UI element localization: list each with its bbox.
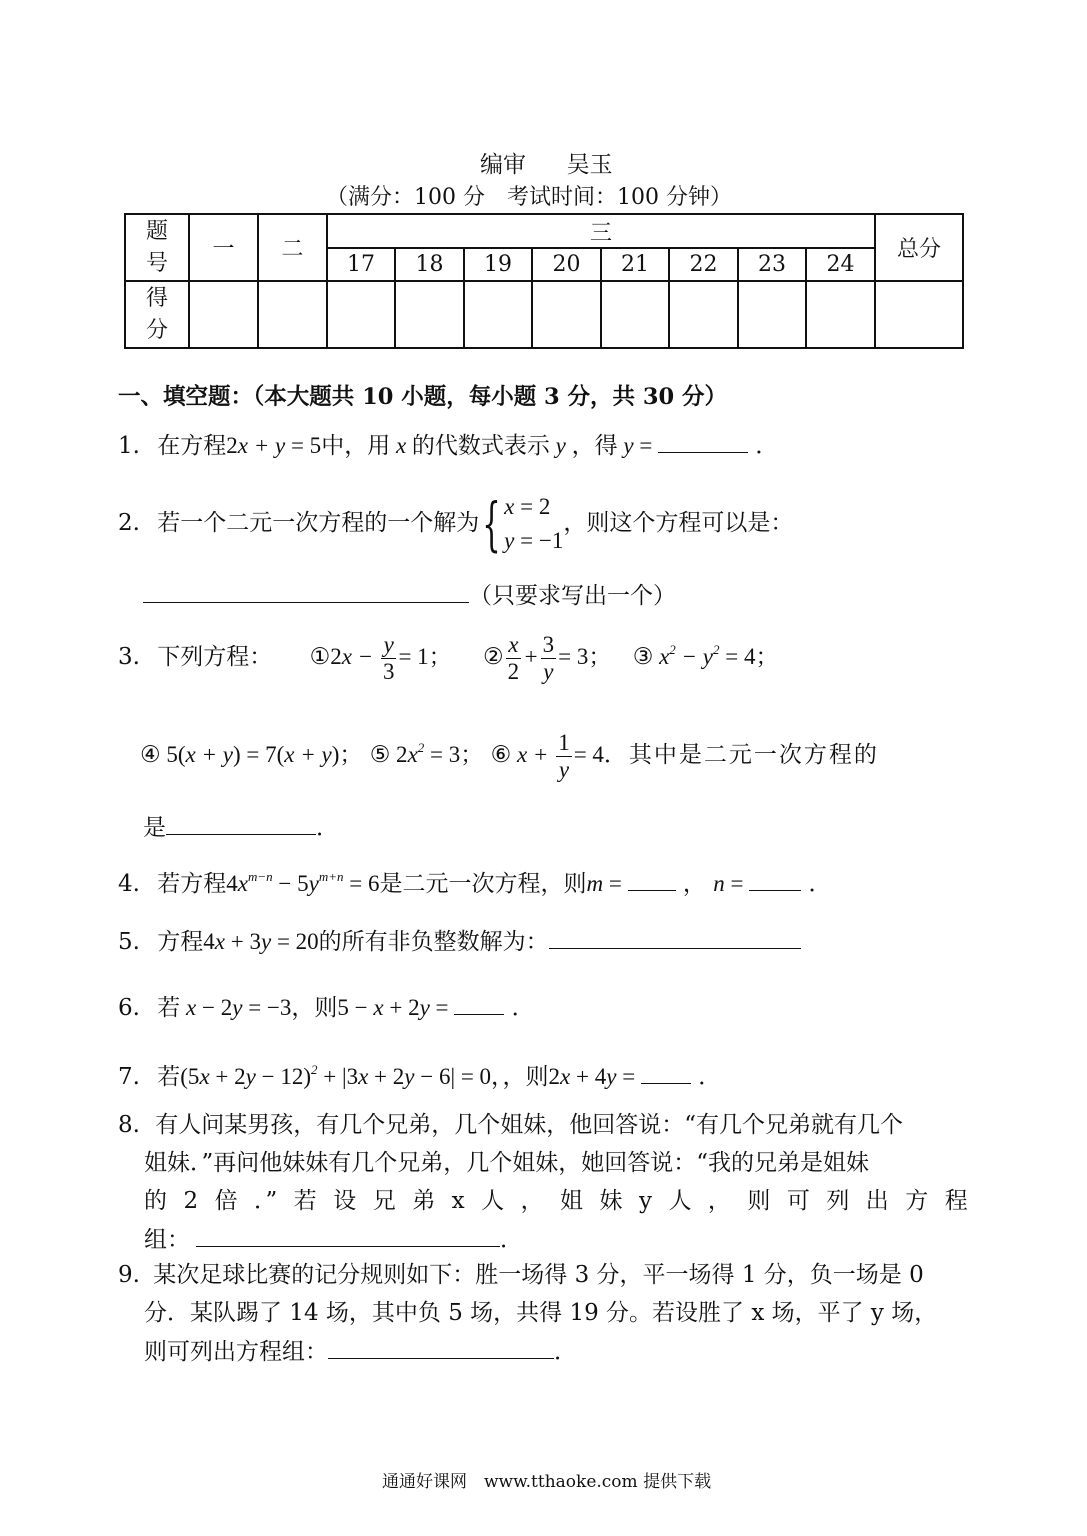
col-part-3: 三 (327, 214, 875, 248)
question-number: 6. (118, 995, 140, 1021)
answer-blank[interactable] (549, 926, 801, 949)
equation-1: ①2x − $\frac{y}{3}$ = 1； (309, 632, 452, 684)
equation-5: ⑤ $2x^2 = 3$； (369, 739, 484, 767)
question-number: 3. (118, 643, 140, 670)
equation-4: ④ 5(x + y) = 7(x + y)； (140, 741, 363, 767)
row-label-question-number: 题号 (125, 214, 189, 281)
answer-blank[interactable] (749, 868, 801, 891)
question-8-line2: 姐妹．”再问他妹妹有几个兄弟，几个姐妹，她回答说：“我的兄弟是姐妹 (144, 1150, 870, 1176)
col-q17: 17 (327, 248, 395, 281)
col-total: 总分 (875, 214, 963, 281)
question-1: 1. 在方程2x + y = 5中，用 x 的代数式表示 y ，得 y = ． (118, 430, 778, 461)
editor-line (480, 150, 613, 180)
question-8-line3: 的 2 倍 ．” 若 设 兄 弟 x 人 ， 姐 妹 y 人 ， 则 可 列 出 方 程 (144, 1188, 968, 1214)
score-cell (464, 281, 532, 348)
question-8-line4: 组： ． (144, 1224, 523, 1255)
question-number: 8. (118, 1112, 140, 1138)
solution-system: x = 2 y = −1 (504, 494, 564, 553)
question-7: 7. 若$(5x + 2y - 12)^2 + |3x + 2y - 6| = 0$，，则2x + 4y = ． (118, 1062, 722, 1090)
question-8: 8. 有人问某男孩，有几个兄弟，几个姐妹，他回答说：“有几个兄弟就有几个 (118, 1112, 904, 1138)
answer-blank[interactable] (628, 868, 676, 891)
answer-blank[interactable] (328, 1336, 554, 1359)
answer-blank[interactable] (641, 1061, 691, 1084)
math-equation: 4x + 3y = 20 (203, 929, 319, 954)
row-label-score: 得分 (125, 281, 189, 348)
exam-info: （满分：100 分 考试时间：100 分钟） (326, 185, 732, 210)
question-9-line2: 分．某队踢了 14 场，其中负 5 场，共得 19 分。若设胜了 x 场，平了 y 场， (144, 1300, 938, 1326)
section-title: 一、填空题：（本大题共 10 小题，每小题 3 分，共 30 分） (118, 384, 728, 410)
equation-2: ② $\frac{x}{2}$ + $\frac{3}{y}$ = 3； (482, 632, 612, 684)
col-q18: 18 (395, 248, 464, 281)
score-cell (875, 281, 963, 348)
equation-3: ③ $x^2 - y^2 = 4$； (632, 641, 779, 669)
col-q22: 22 (669, 248, 738, 281)
score-cell (669, 281, 738, 348)
question-number: 4. (118, 871, 140, 897)
math-equation: $4x^{m-n} - 5y^{m+n} = 6$ (226, 869, 380, 896)
question-2-answer: （只要求写出一个） (143, 580, 676, 611)
score-cell (327, 281, 395, 348)
col-q24: 24 (806, 248, 875, 281)
col-part-2: 二 (258, 214, 327, 281)
question-3-line3: 是 ． (143, 812, 339, 843)
question-4: 4. 若方程$4x^{m-n} - 5y^{m+n} = 6$是二元一次方程，则m = ， n = ． (118, 869, 832, 897)
question-2: 2. 若一个二元一次方程的一个解为{ x = 2 y = −1，则这个方程可以是： (118, 490, 794, 558)
footer: 通通好课网 www.tthaoke.com 提供下载 (382, 1472, 712, 1492)
question-5: 5. 方程4x + 3y = 20的所有非负整数解为： (118, 926, 801, 957)
answer-blank[interactable] (454, 992, 504, 1015)
editor-name: 吴玉 (566, 152, 613, 178)
col-q21: 21 (601, 248, 669, 281)
math-equation: $(5x + 2y - 12)^2 + |3x + 2y - 6| = 0$ (180, 1062, 492, 1089)
col-q19: 19 (464, 248, 532, 281)
score-cell (395, 281, 464, 348)
score-cell (189, 281, 258, 348)
answer-blank[interactable] (196, 1224, 500, 1247)
answer-blank[interactable] (658, 430, 748, 453)
math-equation: x − 2y = −3 (180, 995, 292, 1020)
answer-blank[interactable] (143, 580, 469, 603)
question-number: 5. (118, 929, 140, 955)
col-q23: 23 (738, 248, 806, 281)
question-6: 6. 若 x − 2y = −3，则5 − x + 2y = ． (118, 992, 535, 1023)
score-cell (601, 281, 669, 348)
score-cell (806, 281, 875, 348)
score-cell (258, 281, 327, 348)
editor-label: 编审 (480, 152, 526, 178)
question-number: 1. (118, 433, 140, 459)
question-number: 9. (118, 1262, 140, 1288)
question-9: 9. 某次足球比赛的记分规则如下：胜一场得 3 分，平一场得 1 分，负一场是 0 (118, 1262, 924, 1288)
col-part-1: 一 (189, 214, 258, 281)
question-number: 7. (118, 1064, 140, 1090)
score-cell (738, 281, 806, 348)
question-9-line3: 则可列出方程组： ． (144, 1336, 577, 1367)
score-cell (532, 281, 601, 348)
score-table (124, 213, 964, 349)
col-q20: 20 (532, 248, 601, 281)
question-3: 3. 下列方程： ①2x − $\frac{y}{3}$ = 1； ② $\frac{x}{2}$ + $\frac{3}{y}$ = 3； ③ $x^2 - y^2 = 4$； (118, 632, 779, 684)
answer-blank[interactable] (166, 812, 316, 835)
equation-6: ⑥ x + $\frac{1}{y}$ = 4 (490, 730, 604, 782)
question-number: 2. (118, 510, 140, 536)
question-3-line2: ④ 5(x + y) = 7(x + y)； ⑤ $2x^2 = 3$； ⑥ x + $\frac{1}{y}$ = 4．其中是二元一次方程的 (140, 730, 879, 782)
math-equation: 2x + y = 5 (226, 433, 322, 458)
